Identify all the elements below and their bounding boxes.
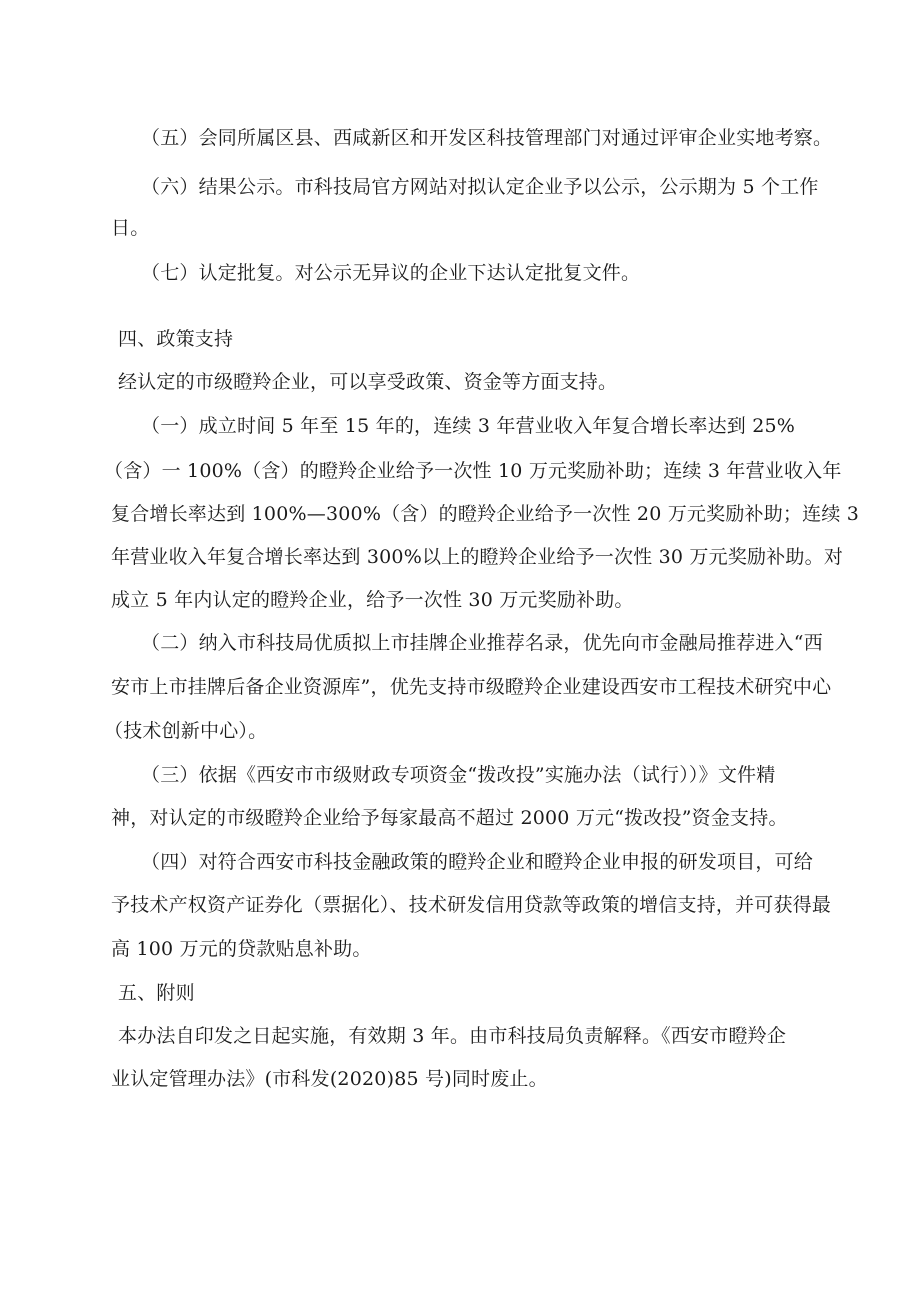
item-6-line-2: 日。 bbox=[111, 217, 150, 239]
policy-item-1-line-4: 年营业收入年复合增长率达到 300%以上的瞪羚企业给予一次性 30 万元奖励补助。对 bbox=[111, 546, 844, 568]
policy-item-1-line-1: （一）成立时间 5 年至 15 年的，连续 3 年营业收入年复合增长率达到 25% bbox=[141, 415, 796, 437]
policy-item-2-line-2: 安市上市挂牌后备企业资源库”，优先支持市级瞪羚企业建设西安市工程技术研究中心 bbox=[111, 676, 832, 698]
section-4-heading: 四、政策支持 bbox=[118, 328, 234, 350]
policy-item-3-line-1: （三）依据《西安市市级财政专项资金“拨改投”实施办法（试行））》文件精 bbox=[141, 764, 776, 786]
policy-item-3-line-2: 神，对认定的市级瞪羚企业给予每家最高不超过 2000 万元“拨改投”资金支持。 bbox=[111, 807, 788, 829]
section-4-intro: 经认定的市级瞪羚企业，可以享受政策、资金等方面支持。 bbox=[118, 371, 618, 393]
section-5-line-1: 本办法自印发之日起实施，有效期 3 年。由市科技局负责解释。《西安市瞪羚企 bbox=[118, 1025, 787, 1047]
policy-item-1-line-2: （含）一 100%（含）的瞪羚企业给予一次性 10 万元奖励补助；连续 3 年营业收入年 bbox=[104, 460, 842, 482]
policy-item-1-line-3: 复合增长率达到 100%—300%（含）的瞪羚企业给予一次性 20 万元奖励补助；连续 3 bbox=[111, 503, 860, 525]
section-5-line-2: 业认定管理办法》(市科发(2020)85 号)同时废止。 bbox=[111, 1068, 548, 1090]
policy-item-2-line-3: （技术创新中心）。 bbox=[104, 720, 268, 742]
policy-item-4-line-1: （四）对符合西安市科技金融政策的瞪羚企业和瞪羚企业申报的研发项目，可给 bbox=[141, 851, 814, 873]
policy-item-4-line-3: 高 100 万元的贷款贴息补助。 bbox=[111, 938, 372, 960]
policy-item-4-line-2: 予技术产权资产证券化（票据化）、技术研发信用贷款等政策的增信支持，并可获得最 bbox=[111, 894, 832, 916]
item-5: （五）会同所属区县、西咸新区和开发区科技管理部门对通过评审企业实地考察。 bbox=[141, 127, 833, 149]
policy-item-2-line-1: （二）纳入市科技局优质拟上市挂牌企业推荐名录，优先向市金融局推荐进入“西 bbox=[141, 632, 823, 654]
item-7: （七）认定批复。对公示无异议的企业下达认定批复文件。 bbox=[141, 262, 641, 284]
item-6-line-1: （六）结果公示。市科技局官方网站对拟认定企业予以公示，公示期为 5 个工作 bbox=[141, 176, 819, 198]
policy-item-1-line-5: 成立 5 年内认定的瞪羚企业，给予一次性 30 万元奖励补助。 bbox=[111, 589, 634, 611]
section-5-heading: 五、附则 bbox=[118, 982, 195, 1004]
